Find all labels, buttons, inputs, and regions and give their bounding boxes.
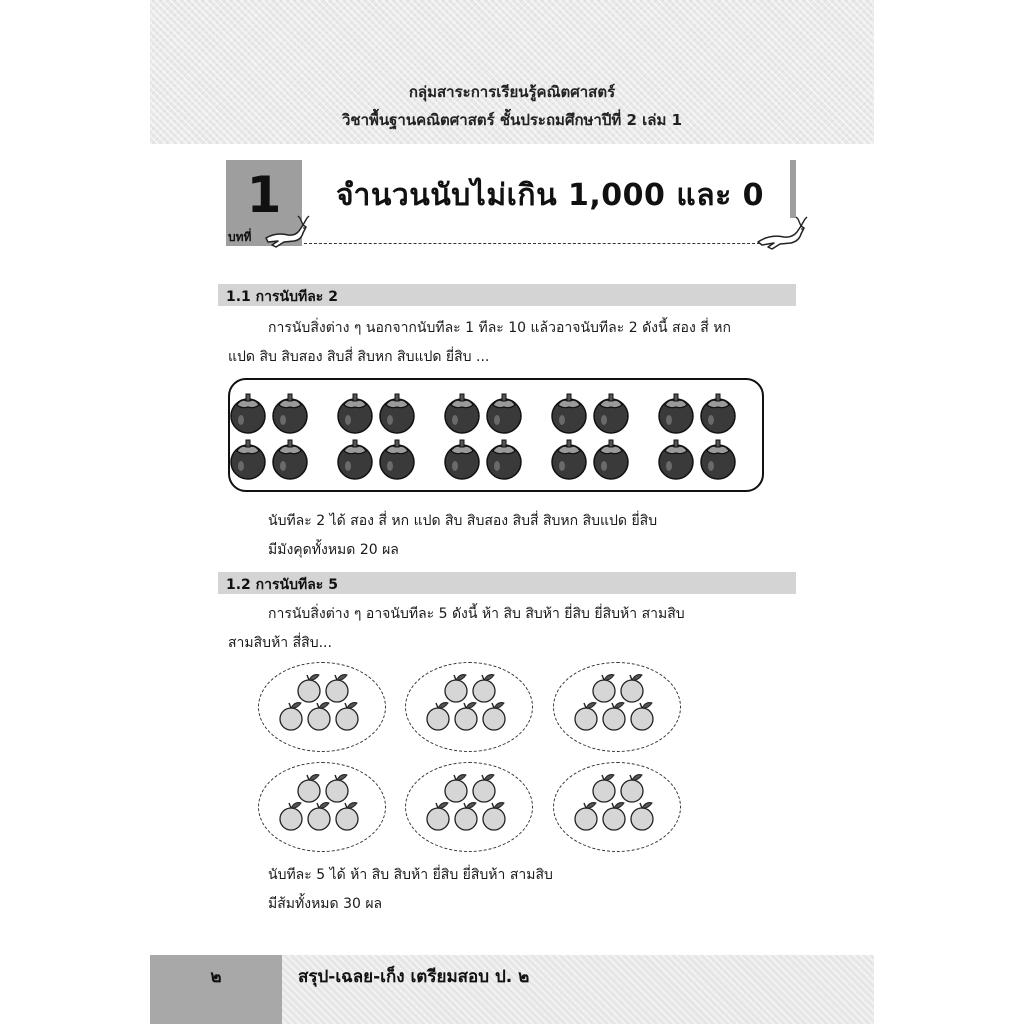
section-heading-bar <box>218 572 796 594</box>
orange-group <box>553 762 681 852</box>
chapter-label: บทที่ <box>228 230 252 244</box>
book-title: สรุป-เฉลย-เก็ง เตรียมสอบ ป. ๒ <box>298 967 530 987</box>
orange-icon <box>336 803 358 830</box>
mangosteen-icon <box>701 394 735 433</box>
orange-icon <box>473 775 495 802</box>
title-dashed-rule <box>304 243 770 244</box>
mangosteen-icon <box>552 440 586 479</box>
chapter-title: จำนวนนับไม่เกิน 1,000 และ 0 <box>335 178 765 213</box>
section2-intro-line1: การนับสิ่งต่าง ๆ อาจนับทีละ 5 ดังนี้ ห้า สิบ สิบห้า ยี่สิบ ยี่สิบห้า สามสิบ <box>268 606 685 622</box>
subject-group-title: กลุ่มสาระการเรียนรู้คณิตศาสตร์ <box>408 83 616 101</box>
orange-icon <box>603 803 625 830</box>
mangosteen-icon <box>487 394 521 433</box>
orange-icon <box>336 703 358 730</box>
orange-icon <box>326 675 348 702</box>
section2-result-line1: นับทีละ 5 ได้ ห้า สิบ สิบห้า ยี่สิบ ยี่สิบห้า สามสิบ <box>268 867 553 883</box>
orange-icon <box>308 703 330 730</box>
orange-icon <box>280 803 302 830</box>
orange-icon <box>298 675 320 702</box>
section1-intro-line2: แปด สิบ สิบสอง สิบสี่ สิบหก สิบแปด ยี่สิบ ... <box>228 349 490 365</box>
deer-icon <box>754 214 812 254</box>
orange-icon <box>631 703 653 730</box>
mangosteen-icon <box>445 440 479 479</box>
section-heading: 1.2 การนับทีละ 5 <box>226 577 338 593</box>
orange-icon <box>575 803 597 830</box>
section-heading: 1.1 การนับทีละ 2 <box>226 289 338 305</box>
orange-group <box>553 662 681 752</box>
orange-icon <box>308 803 330 830</box>
orange-icon <box>483 803 505 830</box>
mangosteen-icon <box>273 440 307 479</box>
orange-icon <box>631 803 653 830</box>
orange-group <box>258 662 386 752</box>
orange-icon <box>280 703 302 730</box>
section2-intro-line2: สามสิบห้า สี่สิบ... <box>228 635 332 651</box>
chapter-number: 1 <box>246 166 282 224</box>
orange-icon <box>621 675 643 702</box>
orange-icon <box>326 775 348 802</box>
orange-group <box>405 662 533 752</box>
orange-icon <box>473 675 495 702</box>
mangosteen-icon <box>594 440 628 479</box>
orange-icon <box>621 775 643 802</box>
mangosteen-icon <box>380 394 414 433</box>
mangosteen-icon <box>594 394 628 433</box>
mangosteen-box <box>228 378 764 492</box>
deer-icon <box>262 214 312 254</box>
orange-icon <box>445 675 467 702</box>
orange-icon <box>455 703 477 730</box>
section1-result-line2: มีมังคุดทั้งหมด 20 ผล <box>268 542 399 558</box>
mangosteen-icon <box>659 440 693 479</box>
orange-icon <box>445 775 467 802</box>
mangosteen-icon <box>659 394 693 433</box>
orange-icon <box>593 675 615 702</box>
mangosteen-icon <box>231 394 265 433</box>
page-number-box <box>150 955 282 1024</box>
orange-icon <box>298 775 320 802</box>
section1-result-line1: นับทีละ 2 ได้ สอง สี่ หก แปด สิบ สิบสอง สิบสี่ สิบหก สิบแปด ยี่สิบ <box>268 513 658 529</box>
mangosteen-icon <box>338 394 372 433</box>
orange-group <box>405 762 533 852</box>
mangosteen-icon <box>380 440 414 479</box>
title-accent-bar <box>790 160 796 218</box>
header-band <box>150 0 874 144</box>
orange-icon <box>603 703 625 730</box>
textbook-page <box>150 0 874 1024</box>
mangosteen-icon <box>552 394 586 433</box>
orange-icon <box>593 775 615 802</box>
mangosteen-icon <box>231 440 265 479</box>
mangosteen-icon <box>487 440 521 479</box>
orange-icon <box>427 803 449 830</box>
mangosteen-grid <box>230 380 762 490</box>
section-heading-bar <box>218 284 796 306</box>
mangosteen-icon <box>701 440 735 479</box>
mangosteen-icon <box>445 394 479 433</box>
course-title: วิชาพื้นฐานคณิตศาสตร์ ชั้นประถมศึกษาปีที่ 2 เล่ม 1 <box>341 111 683 129</box>
section2-result-line2: มีส้มทั้งหมด 30 ผล <box>268 896 383 912</box>
mangosteen-icon <box>273 394 307 433</box>
orange-group <box>258 762 386 852</box>
orange-icon <box>427 703 449 730</box>
orange-icon <box>483 703 505 730</box>
footer-band <box>150 955 874 1024</box>
page-number: ๒ <box>210 967 222 987</box>
orange-icon <box>455 803 477 830</box>
section1-intro-line1: การนับสิ่งต่าง ๆ นอกจากนับทีละ 1 ทีละ 10 แล้วอาจนับทีละ 2 ดังนี้ สอง สี่ หก <box>268 320 731 336</box>
mangosteen-icon <box>338 440 372 479</box>
orange-icon <box>575 703 597 730</box>
